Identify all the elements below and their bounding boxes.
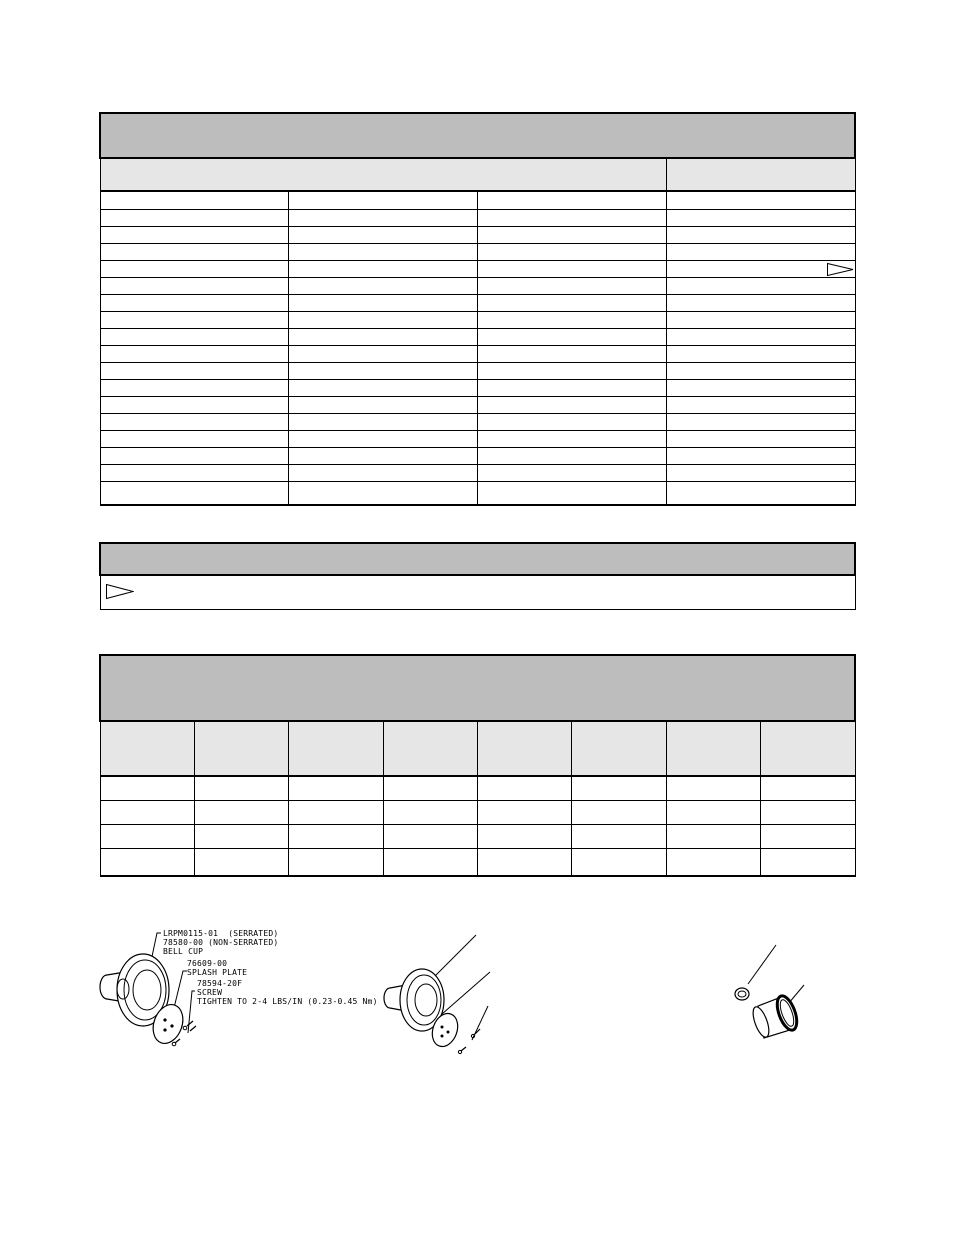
table-row [100,362,855,379]
parts-table [99,112,856,506]
parts-table-title-cell [100,113,855,158]
parts-table-header-qty-cell [666,158,855,191]
table-row [100,260,855,277]
notes-table-note-row [100,575,855,609]
table-row [100,294,855,311]
table-row [100,277,855,294]
table-row [100,209,855,226]
parts-table-header-cell [100,158,666,191]
specs-table-title-cell [100,655,855,721]
sleeve-illustration [728,940,818,1045]
parts-table-title-row [100,113,855,158]
specs-table [99,654,856,877]
notes-table [99,542,856,610]
notes-table-note-cell [100,575,855,609]
table-row [100,413,855,430]
table-row [100,379,855,396]
table-row [100,243,855,260]
triangle-pointer-icon [106,584,134,599]
table-row [100,311,855,328]
table-row [100,345,855,362]
specs-table-header-row [100,721,855,776]
table-row [100,824,855,848]
bell-cup-illustration-2 [378,930,498,1060]
table-row [100,226,855,243]
sleeve-drawing [728,940,818,1045]
table-row [100,191,855,209]
table-row [100,464,855,481]
table-row [100,430,855,447]
table-row [100,447,855,464]
table-row [100,328,855,345]
bell-cup-drawing-labeled [95,925,385,1055]
notes-table-title-cell [100,543,855,575]
table-row [100,800,855,824]
notes-table-title-row [100,543,855,575]
bell-cup-drawing-unlabeled [378,930,498,1060]
table-row [100,481,855,505]
table-row [100,396,855,413]
callout-splash-plate: 76609-00 SPLASH PLATE [187,959,248,977]
callout-bell-cup: LRPM0115-01 (SERRATED) 78580-00 (NON-SERRATED) BELL CUP [163,929,279,956]
flag-cell [666,260,855,277]
parts-table-header-row [100,158,855,191]
callout-screw: 78594-20F SCREW TIGHTEN TO 2-4 LBS/IN (0.23-0.45 Nm) [197,979,378,1006]
specs-table-title-row [100,655,855,721]
table-row [100,776,855,800]
table-row [100,848,855,876]
triangle-pointer-icon [827,263,854,276]
